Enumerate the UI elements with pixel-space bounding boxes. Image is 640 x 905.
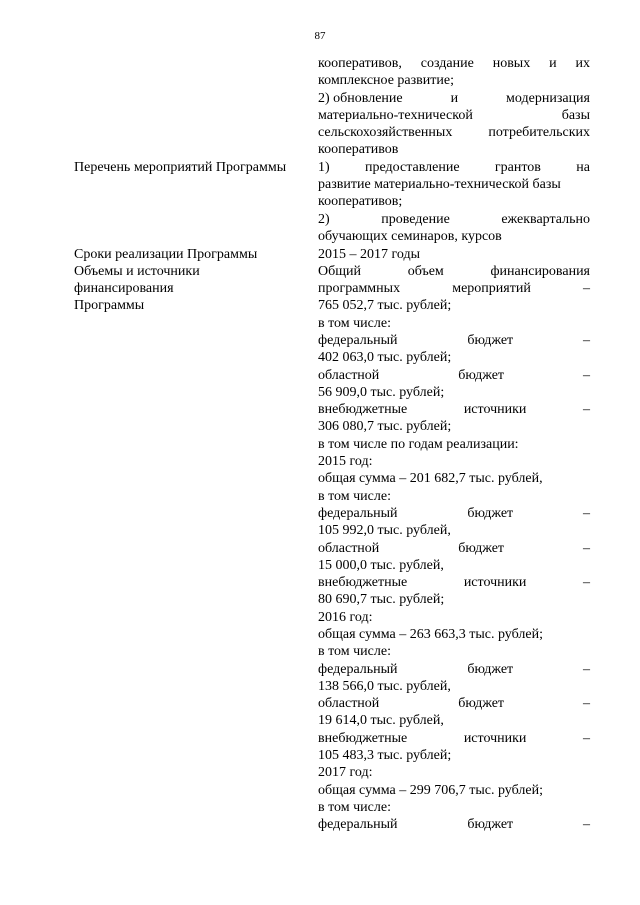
- text-fragment: 138 566,0 тыс. рублей,: [318, 679, 451, 694]
- right-column-line: [318, 489, 590, 505]
- text-fragment: мероприятий: [452, 281, 531, 296]
- text-fragment: бюджет: [458, 368, 505, 383]
- right-column-line: [318, 419, 590, 435]
- text-fragment: федеральный: [318, 333, 398, 348]
- right-column-line: [318, 160, 590, 176]
- text-fragment: в том числе:: [318, 644, 391, 659]
- text-fragment: на: [576, 160, 590, 175]
- right-column-line: [318, 506, 590, 522]
- text-fragment: обучающих семинаров, курсов: [318, 229, 502, 244]
- text-fragment: –: [583, 506, 590, 521]
- right-column-line: [318, 592, 590, 608]
- right-column-line: [318, 696, 590, 712]
- text-fragment: источники: [463, 575, 527, 590]
- page-number: 87: [314, 30, 326, 42]
- right-column-line: [318, 125, 590, 141]
- text-fragment: –: [582, 402, 590, 417]
- right-column-line: [318, 281, 590, 297]
- right-column-line: [318, 748, 590, 764]
- text-fragment: ежеквартально: [501, 212, 590, 227]
- right-column-line: [318, 541, 590, 557]
- text-fragment: 402 063,0 тыс. рублей;: [318, 350, 452, 365]
- text-fragment: –: [583, 541, 590, 556]
- text-fragment: внебюджетные: [318, 402, 408, 417]
- text-fragment: создание: [420, 56, 474, 71]
- right-column-line: [318, 142, 590, 158]
- right-column-line: [318, 73, 590, 89]
- text-fragment: федеральный: [318, 506, 398, 521]
- text-fragment: в том числе по годам реализации:: [318, 437, 519, 452]
- right-column-line: [318, 644, 590, 660]
- text-fragment: в том числе:: [318, 800, 391, 815]
- text-fragment: развитие материально-технической базы: [318, 177, 561, 192]
- text-fragment: 2017 год:: [318, 765, 373, 780]
- text-fragment: программных: [318, 281, 401, 296]
- right-column-line: [318, 368, 590, 384]
- text-fragment: бюджет: [467, 817, 514, 832]
- text-fragment: кооперативов;: [318, 194, 403, 209]
- text-fragment: источники: [463, 731, 527, 746]
- text-fragment: кооперативов: [318, 142, 399, 157]
- text-fragment: 19 614,0 тыс. рублей,: [318, 713, 444, 728]
- right-column-line: [318, 316, 590, 332]
- text-fragment: 2): [318, 212, 330, 227]
- text-fragment: модернизация: [506, 91, 590, 106]
- right-column-line: [318, 194, 590, 210]
- left-column-label: Объемы и источники: [74, 264, 200, 279]
- right-column-line: [318, 454, 590, 470]
- text-fragment: новых: [492, 56, 531, 71]
- right-column-line: [318, 627, 590, 643]
- text-fragment: материально-технической: [318, 108, 473, 123]
- right-column-line: [318, 800, 590, 816]
- text-fragment: федеральный: [318, 662, 398, 677]
- right-column-line: [318, 679, 590, 695]
- right-column-line: [318, 212, 590, 228]
- text-fragment: общая сумма – 201 682,7 тыс. рублей,: [318, 471, 543, 486]
- text-fragment: областной: [318, 696, 380, 711]
- text-fragment: в том числе:: [318, 489, 391, 504]
- text-fragment: 105 992,0 тыс. рублей,: [318, 523, 451, 538]
- right-column-line: [318, 264, 590, 280]
- text-fragment: 2015 – 2017 годы: [318, 247, 421, 262]
- right-column-line: [318, 91, 590, 107]
- right-column-line: [318, 247, 590, 263]
- text-fragment: –: [583, 696, 590, 711]
- text-fragment: внебюджетные: [318, 731, 408, 746]
- text-fragment: 2015 год:: [318, 454, 373, 469]
- right-column-line: [318, 575, 590, 591]
- text-fragment: 765 052,7 тыс. рублей;: [318, 298, 452, 313]
- left-column-label: Программы: [74, 298, 145, 313]
- left-column-label: финансирования: [74, 281, 174, 296]
- right-column-line: [318, 437, 590, 453]
- text-fragment: областной: [318, 541, 380, 556]
- text-fragment: 2016 год:: [318, 610, 373, 625]
- text-fragment: внебюджетные: [318, 575, 408, 590]
- text-fragment: 15 000,0 тыс. рублей,: [318, 558, 444, 573]
- text-fragment: кооперативов,: [318, 56, 402, 71]
- text-fragment: базы: [561, 108, 590, 123]
- right-column-line: [318, 229, 590, 245]
- text-fragment: общая сумма – 263 663,3 тыс. рублей;: [318, 627, 543, 642]
- text-fragment: потребительских: [488, 125, 590, 140]
- text-fragment: сельскохозяйственных: [318, 125, 453, 140]
- text-fragment: –: [582, 575, 590, 590]
- text-fragment: источники: [463, 402, 527, 417]
- right-column-line: [318, 333, 590, 349]
- text-fragment: –: [583, 662, 590, 677]
- right-column-line: [318, 385, 590, 401]
- right-column-line: [318, 731, 590, 747]
- text-fragment: Общий: [318, 264, 361, 279]
- right-column-line: [318, 558, 590, 574]
- right-column-line: [318, 662, 590, 678]
- right-column-line: [318, 108, 590, 124]
- text-fragment: 56 909,0 тыс. рублей;: [318, 385, 445, 400]
- text-fragment: финансирования: [490, 264, 590, 279]
- text-fragment: объем: [407, 264, 444, 279]
- text-fragment: 2) обновление: [318, 91, 403, 106]
- right-column-line: [318, 523, 590, 539]
- right-column-line: [318, 402, 590, 418]
- text-fragment: бюджет: [458, 541, 505, 556]
- right-column-line: [318, 765, 590, 781]
- text-fragment: 1): [318, 160, 330, 175]
- text-fragment: проведение: [381, 212, 450, 227]
- left-column-label: Перечень мероприятий Программы: [74, 160, 287, 175]
- text-fragment: –: [583, 281, 590, 296]
- text-fragment: –: [582, 731, 590, 746]
- text-fragment: их: [575, 56, 590, 71]
- text-fragment: предоставление: [365, 160, 460, 175]
- text-fragment: комплексное развитие;: [318, 73, 454, 88]
- text-fragment: –: [583, 817, 590, 832]
- text-fragment: и: [549, 56, 557, 71]
- right-column-line: [318, 350, 590, 366]
- text-fragment: –: [583, 368, 590, 383]
- text-fragment: –: [583, 333, 590, 348]
- text-fragment: 80 690,7 тыс. рублей;: [318, 592, 445, 607]
- text-fragment: и: [450, 91, 459, 106]
- text-fragment: бюджет: [458, 696, 505, 711]
- right-column-line: [318, 177, 590, 193]
- text-fragment: 306 080,7 тыс. рублей;: [318, 419, 452, 434]
- text-fragment: бюджет: [467, 333, 514, 348]
- right-column-line: [318, 56, 590, 72]
- right-column-line: [318, 817, 590, 833]
- left-column-label: Сроки реализации Программы: [74, 247, 258, 262]
- right-column-line: [318, 298, 590, 314]
- text-fragment: в том числе:: [318, 316, 391, 331]
- text-fragment: бюджет: [467, 662, 514, 677]
- text-fragment: бюджет: [467, 506, 514, 521]
- text-fragment: грантов: [494, 160, 541, 175]
- text-fragment: областной: [318, 368, 380, 383]
- text-fragment: федеральный: [318, 817, 398, 832]
- right-column-line: [318, 783, 590, 799]
- right-column-line: [318, 713, 590, 729]
- text-fragment: 105 483,3 тыс. рублей;: [318, 748, 452, 763]
- text-fragment: общая сумма – 299 706,7 тыс. рублей;: [318, 783, 543, 798]
- right-column-line: [318, 471, 590, 487]
- right-column-line: [318, 610, 590, 626]
